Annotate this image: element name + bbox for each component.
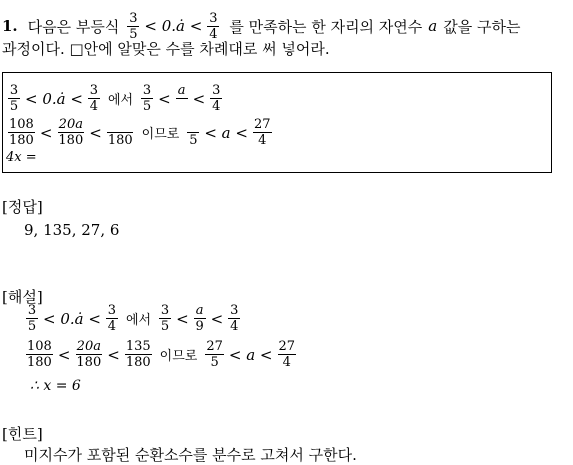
fraction-denominator: 4 [107,319,117,334]
box-line-1 [6,84,224,113]
fraction-numerator: 3 [27,303,37,318]
fraction-numerator: 3 [129,10,138,26]
explanation-fraction [278,340,297,369]
fraction-numerator: a [194,304,206,319]
less-than: < [89,123,102,142]
less-than: < [107,345,120,364]
problem-variable: a [428,17,438,35]
less-than: < [176,309,189,328]
fraction-numerator: 3 [230,303,239,318]
box-word: 에서 [107,93,134,108]
fraction-denominator: 5 [142,99,152,114]
less-than: < [57,345,71,364]
less-than: < [192,89,206,108]
fraction-denominator: 9 [195,319,204,334]
explanation-header: [해설] [2,288,43,306]
answer-header: [정답] [2,198,43,216]
fraction-numerator-blank [187,118,199,133]
fraction-denominator: 5 [9,99,19,114]
box-line-2 [6,118,274,147]
fraction-numerator: 20a [76,339,101,354]
box-fraction [141,84,153,113]
box-fraction-blank-numerator [107,118,134,147]
box-word: 이므로 [141,127,180,142]
box-fraction [57,118,84,147]
fraction-numerator: 27 [278,339,296,354]
explanation-fraction [125,340,152,369]
explanation-inequality-middle: < a < [228,345,273,364]
problem-text-end: 값을 구하는 [443,17,521,36]
fraction-denominator: 180 [107,133,133,148]
fraction-denominator: 180 [9,133,34,148]
fraction-numerator: 108 [27,339,52,354]
fraction-numerator: a [176,84,188,99]
problem-inequality-middle: < 0.ȧ < [144,17,203,35]
explanation-inequality-middle: < 0.ȧ < [43,309,101,328]
fraction-numerator-blank [107,118,133,133]
explanation-fraction [26,340,53,369]
fraction-denominator: 4 [209,26,218,42]
fraction-denominator: 180 [27,355,52,370]
box-line-3: 4x = [6,150,37,165]
explanation-word: 이므로 [159,349,198,364]
fraction-numerator: 108 [9,117,34,132]
fraction-denominator: 5 [27,319,37,334]
problem-text-before: 다음은 부등식 [27,17,120,36]
hint-header: [힌트] [2,425,43,443]
explanation-fraction [26,304,38,333]
box-fraction [8,118,35,147]
fraction-denominator: 180 [58,133,84,148]
less-than: < [210,309,224,328]
explanation-fraction [228,304,240,333]
box-fraction-blank-numerator [187,118,199,147]
explanation-conclusion: ∴ x = 6 [30,378,81,394]
fraction-denominator: 5 [210,355,219,370]
fraction-denominator: 5 [189,133,198,148]
box-inequality-middle: < a < [204,123,248,142]
explanation-fraction [159,304,171,333]
box-inequality-middle: < 0.ȧ < [25,89,83,108]
fraction-numerator: 3 [142,83,152,98]
answer-values: 9, 135, 27, 6 [24,221,120,239]
fraction-numerator: 135 [125,339,151,354]
less-than: < [39,123,53,142]
box-fraction-blank-denominator [176,84,188,113]
hint-text: 미지수가 포함된 순환소수를 분수로 고쳐서 구한다. [24,446,357,464]
explanation-fraction [106,304,118,333]
explanation-fraction [75,340,102,369]
fraction-denominator: 5 [129,26,138,42]
less-than: < [158,89,171,108]
fraction-numerator: 20a [58,117,83,132]
fraction-numerator: 3 [107,303,117,318]
fraction-numerator: 3 [160,303,170,318]
fraction-numerator: 3 [9,83,19,98]
problem-number: 1. [2,17,18,35]
explanation-fraction [194,304,206,333]
fraction-numerator: 3 [212,83,221,98]
problem-fraction-2 [207,12,219,41]
problem-fraction-1 [127,12,139,41]
fraction-denominator: 180 [125,355,151,370]
fraction-denominator: 4 [89,99,99,114]
fraction-denominator: 180 [76,355,102,370]
problem-text-after: 를 만족하는 한 자리의 자연수 [229,17,423,36]
explanation-fraction [205,340,224,369]
explanation-line-2 [24,340,298,369]
fraction-denominator: 4 [230,319,239,334]
fraction-denominator-blank [176,99,188,113]
fraction-numerator: 27 [206,339,223,354]
box-fraction [8,84,20,113]
fraction-denominator: 4 [282,355,291,370]
fraction-numerator: 3 [209,10,218,26]
fraction-numerator: 3 [89,83,99,98]
fraction-denominator: 4 [212,99,221,114]
box-fraction [88,84,100,113]
fraction-numerator: 27 [253,117,271,132]
fraction-denominator: 4 [258,133,267,148]
problem-line-2: 과정이다. □안에 알맞은 수를 차례대로 써 넣어라. [2,40,330,58]
fraction-denominator: 5 [160,319,170,334]
explanation-line-1 [24,304,242,333]
box-fraction [253,118,272,147]
box-fraction [210,84,222,113]
explanation-word: 에서 [125,313,152,328]
